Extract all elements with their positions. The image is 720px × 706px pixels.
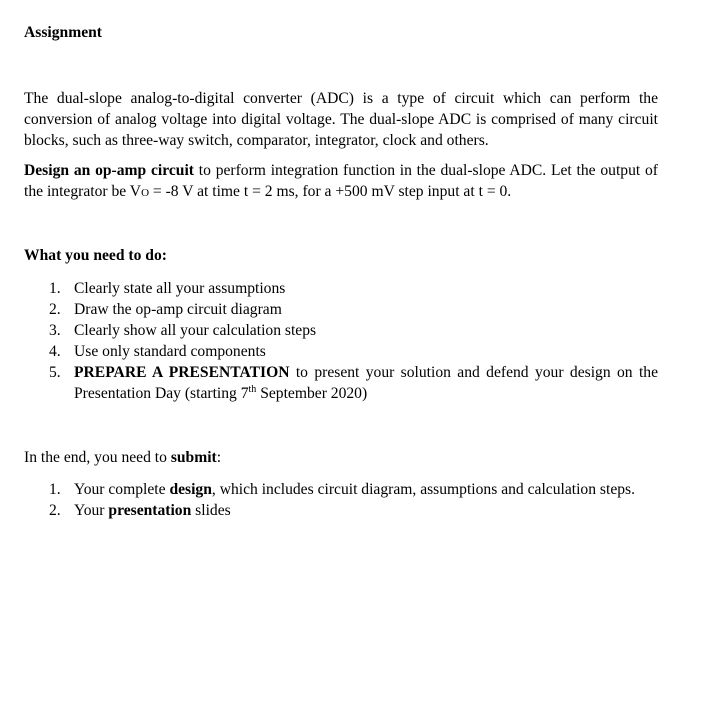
list-item — [49, 278, 658, 299]
list-item-post: , which includes circuit diagram, assumptions and calculation steps. — [211, 481, 636, 498]
list-item-text: Draw the op-amp circuit diagram — [74, 301, 282, 318]
submit-title-bold: submit — [170, 449, 217, 466]
list-item — [49, 500, 658, 521]
list-number: 4. — [49, 343, 61, 360]
submit-title-post: : — [216, 449, 222, 466]
list-item-text: Clearly state all your assumptions — [74, 280, 286, 297]
list-item-text: to present your solution and defend your design on the Presentation Day (starting 7 — [74, 364, 658, 402]
list-item — [49, 479, 658, 500]
list-number: 1. — [49, 481, 61, 498]
list-number: 1. — [49, 280, 61, 297]
todo-list — [49, 278, 658, 404]
list-item — [49, 299, 658, 320]
submit-list — [49, 479, 658, 521]
submit-section-title — [24, 448, 221, 468]
list-item-post: slides — [191, 502, 231, 519]
document-heading: Assignment — [24, 24, 102, 41]
list-item-bold: design — [169, 481, 212, 498]
list-item — [49, 341, 658, 362]
submit-title-pre: In the end, you need to — [24, 449, 171, 466]
list-item-text: Clearly show all your calculation steps — [74, 322, 317, 339]
design-text-end: = -8 V at time t = 2 ms, for a +500 mV step input at t = 0. — [149, 183, 512, 200]
list-item-pre: Your complete — [74, 481, 170, 498]
presentation-emphasis: PREPARE A PRESENTATION — [74, 364, 290, 381]
design-emphasis: Design an op-amp circuit — [24, 162, 194, 179]
ordinal-superscript: th — [248, 384, 257, 395]
list-number: 2. — [49, 502, 61, 519]
design-paragraph — [24, 160, 658, 204]
design-text: to perform integration function in the dual-slope ADC. Let the output of the integrator be V — [24, 162, 658, 200]
list-item — [49, 320, 658, 341]
list-item-bold: presentation — [108, 502, 192, 519]
vo-subscript: O — [141, 187, 150, 199]
todo-section-title: What you need to do: — [24, 247, 167, 264]
intro-paragraph: The dual-slope analog-to-digital converter (ADC) is a type of circuit which can perform the conversion of analog voltage into digital voltage. The dual-slope ADC is comprised of many circuit blocks, such as three-way switch, comparator, integrator, clock and others. — [24, 90, 658, 149]
list-item-text-end: September 2020) — [256, 385, 368, 402]
list-item — [49, 362, 658, 404]
list-number: 5. — [49, 364, 61, 381]
list-item-text: Use only standard components — [74, 343, 266, 360]
list-number: 3. — [49, 322, 61, 339]
list-item-pre: Your — [74, 502, 109, 519]
list-number: 2. — [49, 301, 61, 318]
